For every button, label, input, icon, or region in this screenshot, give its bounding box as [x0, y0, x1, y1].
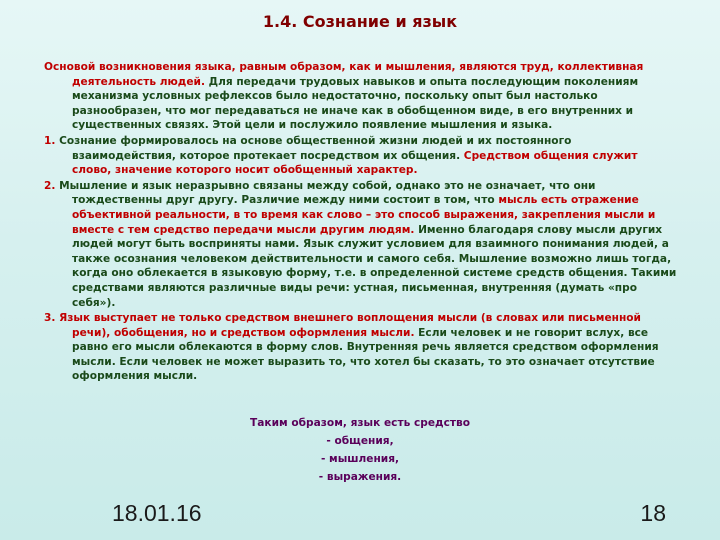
intro-paragraph: [44, 60, 678, 133]
intro-green-text: Для передачи трудовых навыков и опыта последующим поколениям механизма условных рефлексов было недостаточно, поскольку опыт был настолько разнообразен, что мог передаваться не иначе как в обобщенном виде, в его внутренних и существенных связях. Этой цели и послужило появление мышления и языка.: [72, 75, 639, 132]
paragraph-1-number: 1.: [44, 134, 56, 147]
paragraph-2-red-text: мысль есть отражение объективной реальности, в то время как слово – это способ выражения, закрепления мысли и вместе с тем средство передачи мысли другим людям.: [72, 194, 656, 236]
paragraph-2-green-text-1: Мышление и язык неразрывно связаны между собой, однако это не означает, что они тождественны друг другу. Различие между ними состоит в том, что: [55, 179, 596, 207]
paragraph-3-green-text: Если человек и не говорит вслух, все равно его мысли облекаются в форму слов. Внутренняя речь является средством оформления мысли. Если человек не может выразить то, что хотел бы сказать, то это означает отсутствие оформления мысли.: [72, 326, 659, 383]
paragraph-3-red-text: 3. Язык выступает не только средством внешнего воплощения мысли (в словах или письменной речи), обобщения, но и средством оформления мысли.: [44, 312, 641, 339]
footer-date: 18.01.16: [112, 500, 202, 526]
paragraph-2-number: 2.: [44, 179, 56, 192]
conclusion-line-3: - мышления,: [320, 453, 400, 465]
paragraph-2: [44, 179, 678, 310]
intro-red-text: Основой возникновения языка, равным образом, как и мышления, являются труд, коллективная деятельность людей.: [44, 61, 644, 88]
paragraph-1-green-text: Сознание формировалось на основе общественной жизни людей и их постоянного взаимодействия, которое протекает посредством их общения.: [55, 134, 572, 162]
conclusion-line-1: Таким образом, язык есть средство: [250, 417, 470, 429]
paragraph-1: [44, 134, 678, 178]
slide-title: 1.4. Сознание и язык: [262, 12, 458, 31]
page-number: 18: [640, 500, 666, 526]
conclusion: [0, 414, 720, 486]
paragraph-3: [44, 311, 678, 384]
conclusion-line-4: - выражения.: [318, 471, 402, 483]
conclusion-line-2: - общения,: [326, 435, 394, 447]
slide-body: [44, 60, 678, 385]
paragraph-2-green-text-2: Именно благодаря слову мысли других людей могут быть восприняты нами. Язык служит условием для взаимного понимания людей, а также осознания человеком действительности и самого себя. Мышление возможно лишь тогда, когда оно облекается в языковую форму, т.е. в определенной системе средств общения. Такими средствами являются различные виды речи: устная, письменная, внутренняя (думать «про себя»).: [72, 223, 677, 309]
paragraph-1-red-text: Средством общения служит слово, значение которого носит обобщенный характер.: [72, 149, 638, 177]
